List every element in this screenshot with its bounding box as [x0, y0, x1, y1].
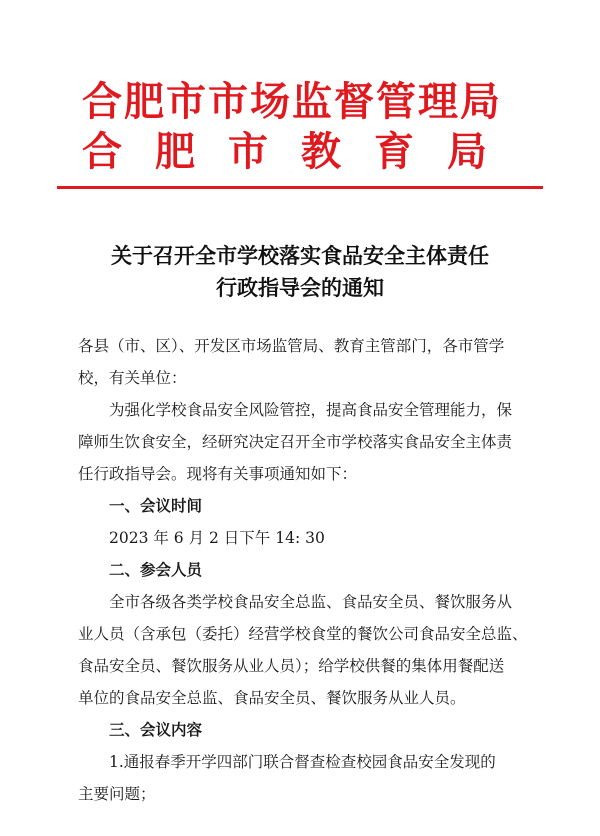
title-line-2: 行政指导会的通知 — [216, 276, 384, 300]
issuer-name-market-supervision: 合肥市市场监督管理局 — [82, 78, 502, 125]
attendees-line-1: 全市各级各类学校食品安全总监、食品安全员、餐饮服务从 — [109, 593, 513, 611]
meeting-time-text: 2023 年 6 月 2 日下午 14: 30 — [109, 529, 325, 547]
section-heading-meeting-content: 三、会议内容 — [109, 721, 203, 739]
section-heading-meeting-time: 一、会议时间 — [109, 497, 203, 515]
section-heading-attendees: 二、参会人员 — [109, 561, 203, 579]
intro-line-1: 为强化学校食品安全风险管控，提高食品安全管理能力，保 — [109, 401, 513, 419]
meeting-content-line-1: 1.通报春季开学四部门联合督查检查校园食品安全发现的 — [109, 753, 496, 771]
intro-line-3: 任行政指导会。现将有关事项通知如下： — [78, 465, 358, 483]
intro-line-2: 障师生饮食安全，经研究决定召开全市学校落实食品安全主体责 — [78, 433, 513, 451]
meeting-content-line-2: 主要问题； — [78, 785, 156, 803]
document-title — [0, 240, 600, 304]
salutation-line-1: 各县（市、区）、开发区市场监管局、教育主管部门，各市管学 — [78, 337, 505, 355]
attendees-line-2: 业人员（含承包（委托）经营学校食堂的餐饮公司食品安全总监、 — [78, 625, 528, 643]
title-line-1: 关于召开全市学校落实食品安全主体责任 — [111, 244, 489, 268]
letterhead-red-rule — [57, 186, 543, 189]
salutation-line-2: 校，有关单位： — [78, 369, 187, 387]
document-body — [78, 330, 528, 810]
attendees-line-3: 食品安全员、餐饮服务从业人员）；给学校供餐的集体用餐配送 — [78, 657, 505, 675]
attendees-line-4: 单位的食品安全总监、食品安全员、餐饮服务从业人员。 — [78, 689, 466, 707]
issuer-name-education-bureau: 合肥市教育局 — [82, 128, 520, 175]
